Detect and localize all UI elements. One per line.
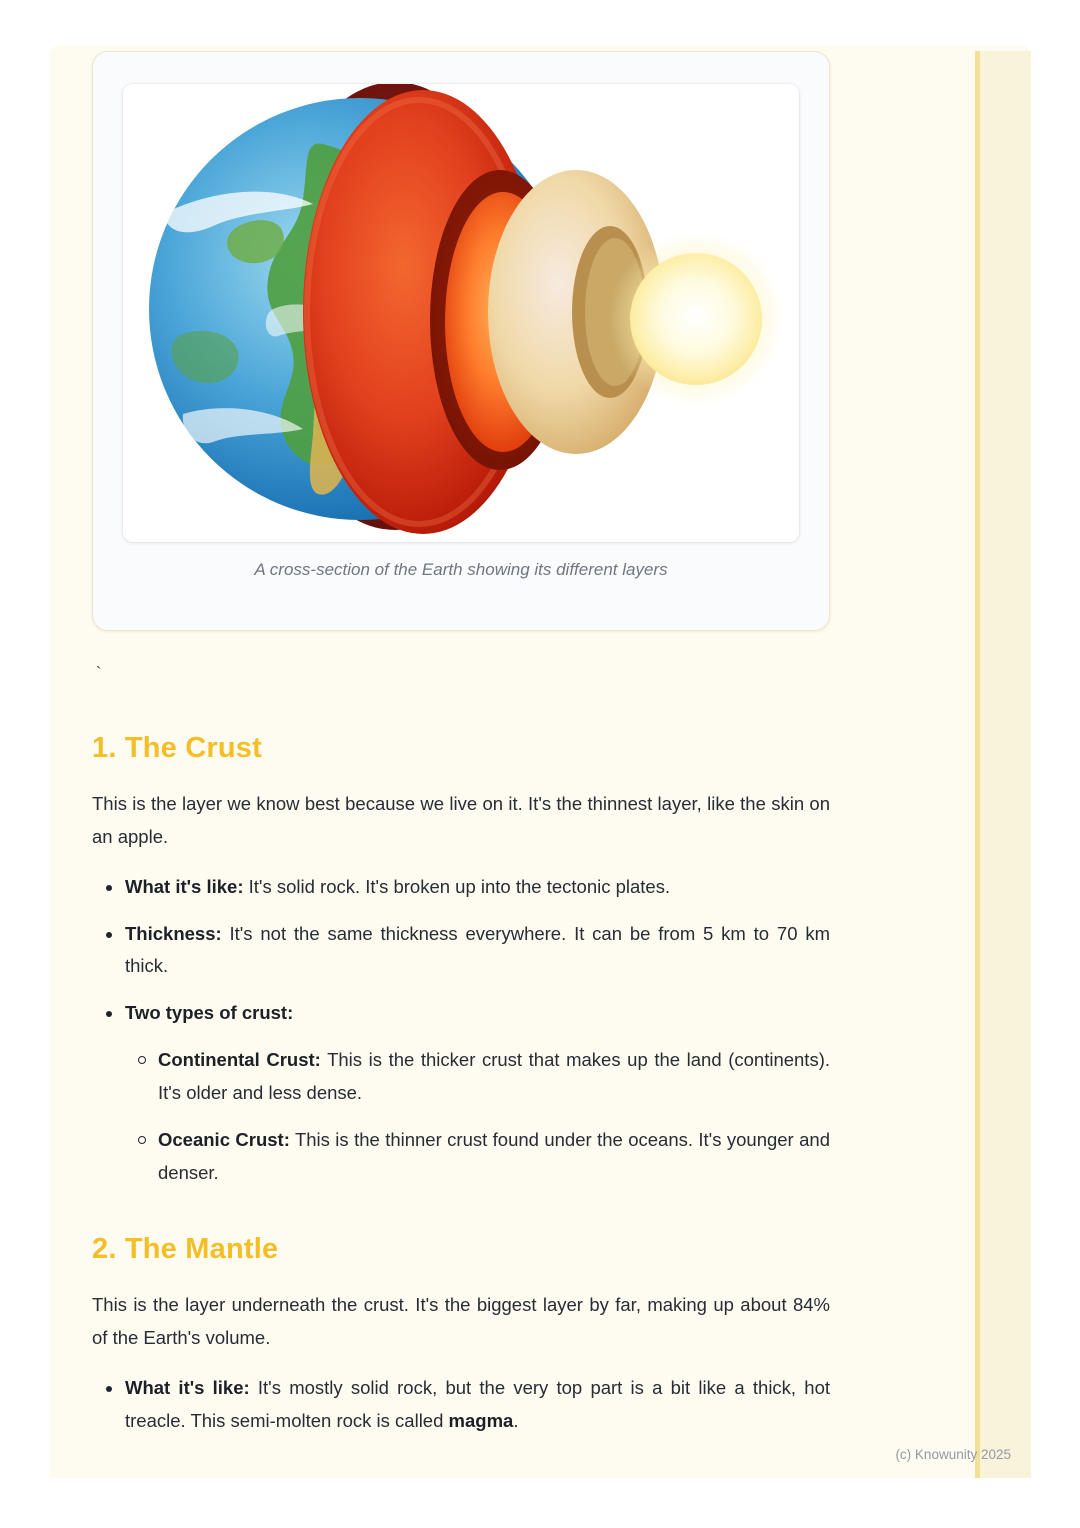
mantle-intro-paragraph: This is the layer underneath the crust. It's the biggest layer by far, making up about 84% of the Earth's volume.: [92, 1293, 830, 1348]
bullet-circle-icon: [138, 1136, 146, 1144]
bullet-bold-word: magma: [448, 1409, 514, 1431]
bullet-dot-icon: [106, 885, 112, 891]
sub-list-item: [125, 1124, 830, 1190]
bullet-label: Two types of crust:: [125, 1002, 294, 1024]
document-sheet: [50, 45, 1031, 1478]
earth-illustration: [123, 84, 799, 542]
sub-bullet-label: Oceanic Crust:: [158, 1129, 290, 1151]
bullet-label: Thickness:: [125, 922, 222, 944]
list-item: [92, 997, 830, 1190]
sub-bullet-text: This is the thicker crust that makes up the land (continents). It's older and less dense.: [158, 1049, 830, 1104]
bullet-text-after: .: [513, 1409, 519, 1431]
crust-intro-paragraph: This is the layer we know best because we live on it. It's the thinnest layer, like the skin on an apple.: [92, 792, 830, 847]
sub-list-item: [125, 1044, 830, 1110]
sub-bullet-label: Continental Crust:: [158, 1049, 321, 1071]
bullet-text: It's mostly solid rock, but the very top part is a bit like a thick, hot treacle. This semi-molten rock is called: [125, 1376, 831, 1431]
section-heading-mantle: 2. The Mantle: [92, 1233, 279, 1266]
list-item: [92, 1372, 830, 1438]
mantle-bullet-list: [92, 1372, 830, 1438]
crust-sub-list: [125, 1044, 830, 1190]
bullet-dot-icon: [106, 1011, 112, 1017]
sub-bullet-text: This is the thinner crust found under the oceans. It's younger and denser.: [158, 1129, 830, 1184]
section-heading-crust: 1. The Crust: [92, 732, 262, 764]
page-edge-band: [975, 51, 1031, 1478]
figure-card: [92, 51, 830, 631]
bullet-circle-icon: [138, 1056, 146, 1064]
bullet-label: What it's like:: [125, 875, 244, 897]
crust-bullet-list: [92, 871, 830, 1190]
list-item: [92, 871, 830, 904]
list-item: [92, 918, 830, 984]
figure-caption: A cross-section of the Earth showing its different layers: [254, 560, 668, 579]
copyright: (c) Knowunity 2025: [895, 1447, 1011, 1462]
bullet-dot-icon: [106, 1386, 112, 1392]
bullet-dot-icon: [106, 932, 112, 938]
stray-backtick: `: [96, 665, 102, 682]
earth-cross-section-image: [123, 84, 799, 542]
bullet-text: It's not the same thickness everywhere. It can be from 5 km to 70 km thick.: [125, 922, 830, 977]
document-content: [50, 45, 830, 1438]
bullet-text: It's solid rock. It's broken up into the tectonic plates.: [248, 875, 671, 897]
bullet-label: What it's like:: [125, 1376, 250, 1398]
